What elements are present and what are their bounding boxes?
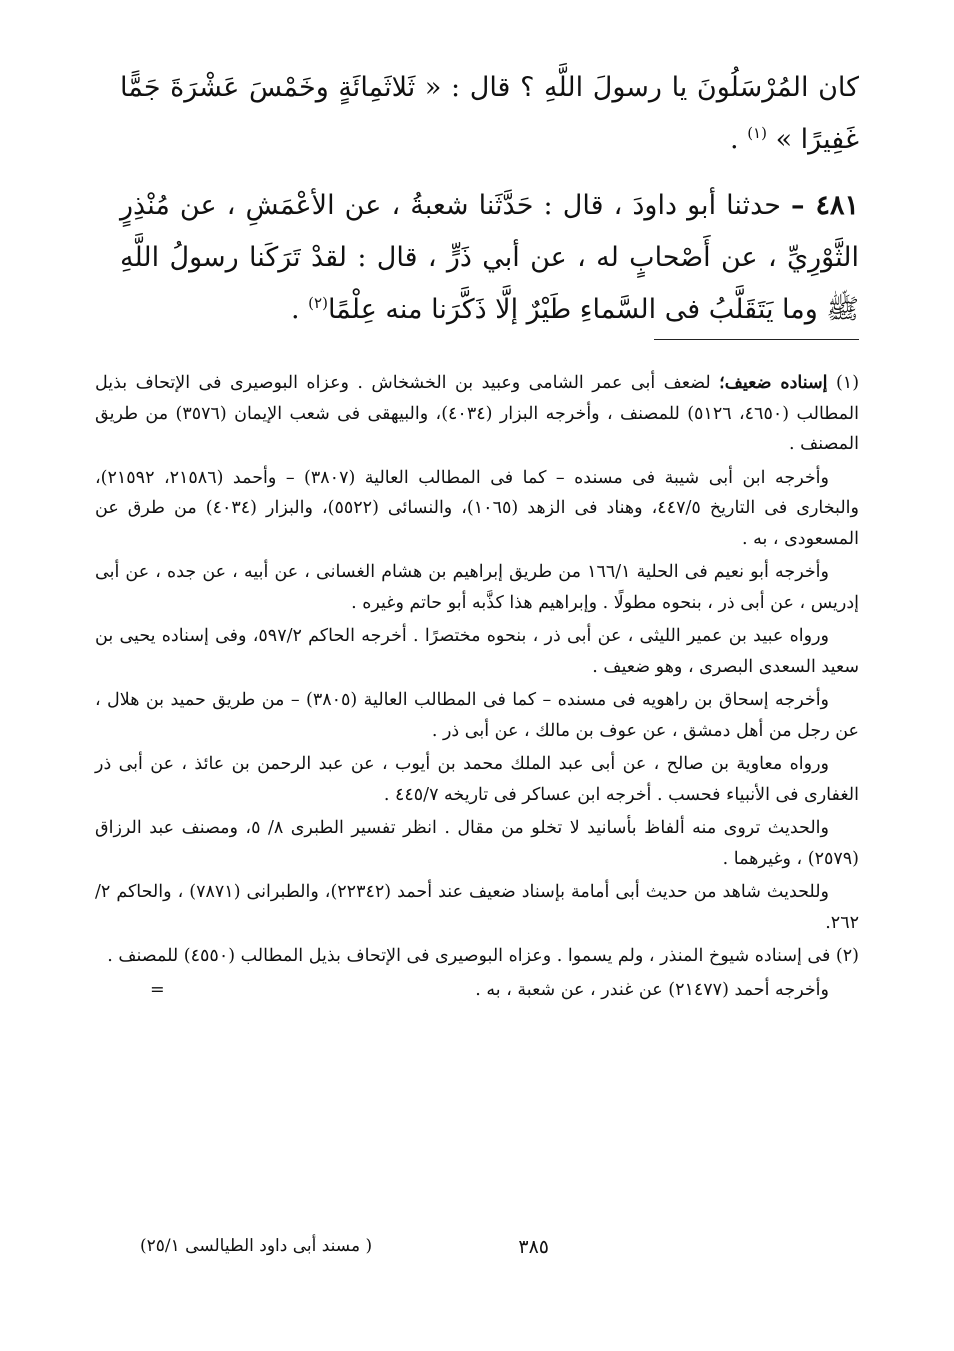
- footnote-paragraph: وأخرجه إسحاق بن راهويه فى مسنده – كما فى المطالب العالية (٣٨٠٥) – من طريق حميد بن هلال ، عن رجل من أهل دمشق ، عن عوف بن مالك ، عن أبى ذر .: [95, 690, 859, 741]
- footnote-2: (٢) فى إسناده شيوخ المنذر ، ولم يسموا . وعزاه البوصيرى فى الإتحاف بذيل المطالب (٤٥٥٠) للمصنف .: [107, 946, 859, 966]
- continuation-mark: =: [150, 979, 165, 1000]
- footnote-last-line: [95, 975, 859, 1005]
- footnote-1: [95, 368, 859, 460]
- footnote-ref-1[interactable]: (١): [747, 124, 767, 142]
- footnote-paragraph: وأخرجه أحمد (٢١٤٧٧) عن غندر ، عن شعبة ، به .: [475, 979, 829, 1000]
- footnote-paragraph: وللحديث شاهد من حديث أبى أمامة بإسناد ضعيف عند أحمد (٢٢٣٤٢)، والطبرانى (٧٨٧١) ، والحاكم ٢/ ٢٦٢.: [95, 882, 859, 933]
- footnote-paragraph: والحديث تروى منه ألفاظ بأسانيد لا تخلو من مقال . انظر تفسير الطبرى ٨/ ٥، ومصنف عبد الرزاق (٢٥٧٩) ، وغيرهما .: [95, 818, 859, 869]
- source-reference: ( مسند أبى داود الطيالسى ٢٥/١): [140, 1236, 373, 1256]
- footnote-divider: [654, 339, 859, 340]
- main-line-1: [120, 62, 859, 166]
- footnotes: [95, 368, 859, 1005]
- hadith-text: حدثنا أبو داودَ ، قال : حَدَّثَنا شعبةُ ، عن الأعْمَشِ ، عن مُنْذِرٍ الثَّوْرِيِّ ، عن أَصْحابٍ له ، عن أبي ذَرٍّ ، قال : لقدْ تَرَكَنا رسولُ اللَّهِ ﷺ وما يَتَقَلَّبُ فى السَّماءِ طَيْرٌ إلَّا ذَكَّرَنا منه عِلْمًا: [120, 190, 859, 325]
- footnote-paragraph: ورواه معاوية بن صالح ، عن أبى عبد الملك محمد بن أيوب ، عن عبد الرحمن بن عائذ ، عن أبى ذر الغفارى فى الأنبياء فحسب . أخرجه ابن عساكر فى تاريخه ٤٤٥/٧ .: [95, 754, 859, 805]
- hadith-481: [120, 180, 859, 336]
- main-text: [120, 62, 859, 336]
- main-line-1-end: .: [730, 124, 748, 155]
- footnote-1-text: لضعف أبى عمر الشامى وعبيد بن الخشخاش . وعزاه البوصيرى فى الإتحاف بذيل المطالب (٤٦٥٠، ٥١٢٦) للمصنف ، وأخرجه البزار (٤٠٣٤)، والبيهقى فى شعب الإيمان (٣٥٧٦) من طريق المصنف .: [95, 373, 859, 454]
- footnote-paragraph: وأخرجه أبو نعيم فى الحلية ١٦٦/١ من طريق إبراهيم بن هشام الغسانى ، عن أبيه ، عن جده ، عن أبى إدريس ، عن أبى ذر ، بنحوه مطولًا . وإبراهيم هذا كذَّبه أبو حاتم وغيره .: [95, 562, 859, 613]
- hadith-number: ٤٨١ –: [791, 190, 859, 221]
- footnote-paragraph: وأخرجه ابن أبى شيبة فى مسنده – كما فى المطالب العالية (٣٨٠٧) – وأحمد (٢١٥٨٦، ٢١٥٩٢)، والبخارى فى التاريخ ٤٤٧/٥، وهناد فى الزهد (١٠٦٥)، والنسائى (٥٥٢٢)، والبزار (٤٠٣٤) من طرق عن المسعودى ، به .: [95, 467, 859, 549]
- footnote-paragraph: ورواه عبيد بن عمير الليثى ، عن أبى ذر ، بنحوه مختصرًا . أخرجه الحاكم ٥٩٧/٢، وفى إسناده يحيى بن سعيد السعدى البصرى ، وهو ضعيف .: [95, 626, 859, 677]
- main-line-1-text: كان المُرْسَلُونَ يا رسولَ اللَّهِ ؟ قال : « ثَلاثَمِائَةٍ وخَمْسَ عَشْرَةَ جَمًّا غَفِيرًا »: [120, 72, 859, 155]
- footnote-ref-2[interactable]: (٢): [308, 294, 328, 312]
- page-number: ٣٨٥: [518, 1236, 549, 1258]
- page-footer: [0, 1236, 954, 1266]
- footnote-1-verdict: إسناده ضعيف؛: [719, 373, 828, 393]
- hadith-end: .: [291, 294, 309, 325]
- footnote-1-number: (١): [827, 373, 860, 393]
